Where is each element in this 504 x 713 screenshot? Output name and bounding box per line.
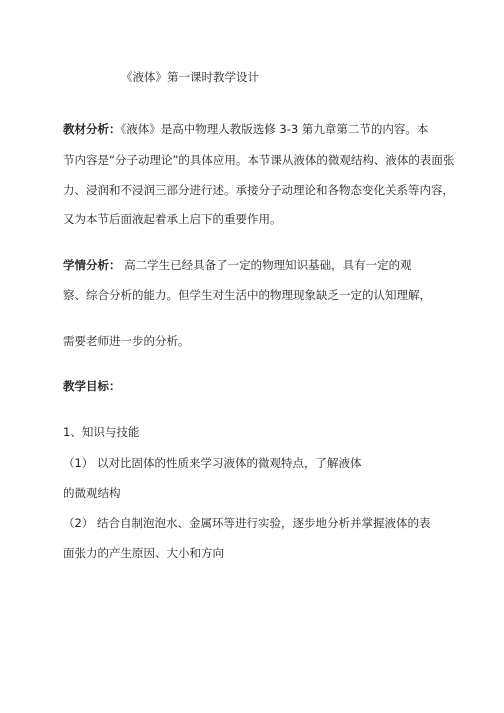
objective-item-1-line-1: （1） 以对比固体的性质来学习液体的微观特点，了解液体: [63, 456, 362, 470]
knowledge-skills-heading: 1、知识与技能: [63, 425, 140, 439]
objective-item-1-line-2: 的微观结构: [63, 486, 121, 500]
document-title: 《液体》第一课时教学设计: [121, 70, 259, 84]
learner-analysis-line-2: 察、综合分析的能力。但学生对生活中的物理现象缺乏一定的认知理解，: [63, 288, 431, 302]
learner-analysis-line-3: 需要老师进一步的分析。: [63, 334, 190, 348]
material-analysis-line-3: 力、浸润和不浸润三部分进行述。承接分子动理论和各物态变化关系等内容，: [63, 183, 454, 197]
objective-item-2-line-1: （2） 结合自制泡泡水、金属环等进行实验，逐步地分析并掌握液体的表: [63, 516, 431, 530]
material-analysis-label: 教材分析：: [63, 122, 121, 136]
learner-analysis-label: 学情分析：: [63, 258, 121, 272]
material-analysis-line-1: [63, 121, 428, 137]
learner-analysis-text-1: 高二学生已经具备了一定的物理知识基础，具有一定的观: [120, 258, 412, 272]
material-analysis-text-1: 《液体》是高中物理人教版选修 3-3 第九章第二节的内容。本: [120, 122, 429, 136]
material-analysis-line-2: 节内容是“分子动理论”的具体应用。本节课从液体的微观结构、液体的表面张: [63, 153, 455, 167]
teaching-objectives-heading: 教学目标：: [63, 379, 121, 393]
learner-analysis-line-1: [63, 257, 412, 273]
objective-item-2-line-2: 面张力的产生原因、大小和方向: [63, 546, 224, 560]
material-analysis-line-4: 又为本节后面液起着承上启下的重要作用。: [63, 212, 282, 226]
